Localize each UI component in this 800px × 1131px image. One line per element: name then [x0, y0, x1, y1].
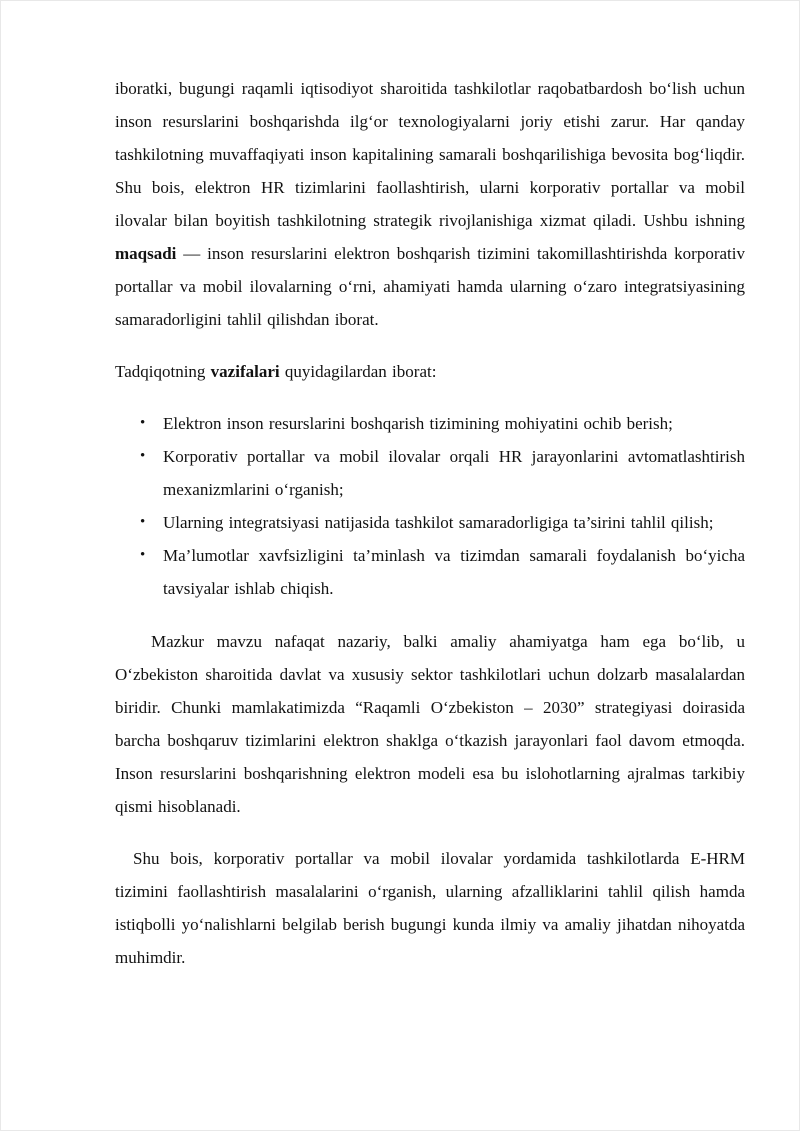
list-item: [115, 506, 745, 539]
list-item-text: Ma’lumotlar xavfsizligini ta’minlash va tizimdan samarali foydalanish bo‘yicha tavsiyalar ishlab chiqish.: [163, 546, 745, 598]
paragraph-conclusion: Shu bois, korporativ portallar va mobil ilovalar yordamida tashkilotlarda E-HRM tizimini faollashtirish masalalarini o‘rganish, ularning afzalliklarini tahlil qilish hamda istiqbolli yo‘nalishlarni belgilab berish bugungi kunda ilmiy va amaliy jihatdan nihoyatda muhimdir.: [115, 849, 745, 967]
bold-term-vazifalari: vazifalari: [210, 362, 280, 381]
bullet-icon: •: [140, 547, 146, 563]
list-item-text: Korporativ portallar va mobil ilovalar orqali HR jarayonlarini avtomatlashtirish mexanizmlarini o‘rganish;: [163, 447, 745, 499]
list-item-text: Ularning integratsiyasi natijasida tashkilot samaradorligiga ta’sirini tahlil qilish;: [163, 513, 714, 532]
paragraph-relevance: Mazkur mavzu nafaqat nazariy, balki amaliy ahamiyatga ham ega bo‘lib, u O‘zbekiston sharoitida davlat va xususiy sektor tashkilotlari uchun dolzarb masalalardan biridir. Chunki mamlakatimizda “Raqamli O‘zbekiston – 2030” strategiyasi doirasida barcha boshqaruv tizimlarini elektron shaklga o‘tkazish jarayonlari faol davom etmoqda. Inson resurslarini boshqarishning elektron modeli esa bu islohotlarning ajralmas tarkibiy qismi hisoblanadi.: [115, 632, 745, 816]
paragraph-intro: [115, 72, 745, 336]
paragraph-intro-text-2: — inson resurslarini elektron boshqarish tizimini takomillashtirishda korporativ portallar va mobil ilovalarning o‘rni, ahamiyati hamda ularning o‘zaro integratsiyasining samaradorligini tahlil qilishdan iborat.: [115, 244, 745, 329]
list-item-text: Elektron inson resurslarini boshqarish tizimining mohiyatini ochib berish;: [163, 414, 673, 433]
list-item: [115, 407, 745, 440]
paragraph-intro-text-1: iboratki, bugungi raqamli iqtisodiyot sharoitida tashkilotlar raqobatbardosh bo‘lish uchun inson resurslarini boshqarishda ilg‘or texnologiyalarni joriy etishi zarur. Har qanday tashkilotning muvaffaqiyati inson kapitalining samarali boshqarilishiga bevosita bog‘liqdir. Shu bois, elektron HR tizimlarini faollashtirish, ularni korporativ portallar va mobil ilovalar bilan boyitish tashkilotning strategik rivojlanishiga xizmat qiladi. Ushbu ishning: [115, 79, 745, 230]
task-list: [115, 407, 745, 605]
bullet-icon: •: [140, 514, 146, 530]
bold-term-maqsadi: maqsadi: [115, 244, 177, 263]
list-item: [115, 539, 745, 605]
list-item: [115, 440, 745, 506]
paragraph-tasks-lead: [115, 355, 745, 388]
bullet-icon: •: [140, 415, 146, 431]
paragraph-tasks-lead-text-1: Tadqiqotning: [115, 362, 211, 381]
bullet-icon: •: [140, 448, 146, 464]
paragraph-tasks-lead-text-2: quyidagilardan iborat:: [279, 362, 437, 381]
